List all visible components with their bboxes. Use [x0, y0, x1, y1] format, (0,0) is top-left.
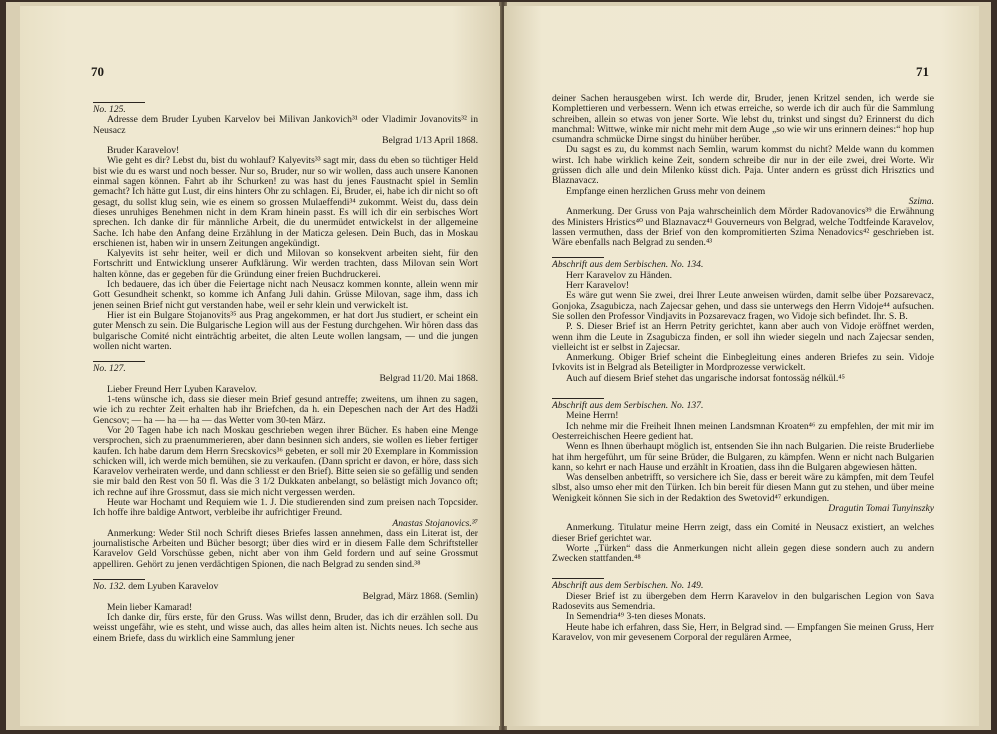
letter-date-132: Belgrad, März 1868. (Semlin): [362, 591, 478, 603]
letter-date-127: Belgrad 11/20. Mai 1868.: [379, 373, 478, 385]
section-rule: [552, 257, 604, 258]
letter-paragraph: 1-tens wünsche ich, dass sie dieser mein Brief gesund antreffe; zweitens, um ihnen zu sagen, wie ich zu rechter Zeit erhalten hab ihr Briefchen, da h. ein Depeschen nach der Art des Hadži Gencsov; — ha — ha — ha — das Wetter vom 30-ten März.: [93, 394, 478, 426]
letter-greeting-132: Mein lieber Kamarad!: [107, 601, 193, 613]
letter-paragraph: Auch auf diesem Brief stehet das ungarische indorsat fontossäg nélkül.⁴⁵: [566, 372, 845, 384]
letter-greeting-127: Lieber Freund Herr Lyuben Karavelov.: [107, 383, 257, 395]
letter-number-132: No. 132.: [93, 581, 126, 593]
left-text-column: [93, 102, 478, 644]
letter-addressee-132: dem Lyuben Karavelov: [128, 581, 219, 593]
section-rule: [552, 578, 604, 579]
annotation-note: Anmerkung. Obiger Brief scheint die Einbegleitung eines anderen Briefes zu sein. Vidoje Ivkovits ist in Belgrad als Beteiligter in Mordprozesse verwickelt.: [552, 352, 934, 374]
annotation-note: Anmerkung. Der Gruss von Paja wahrscheinlich dem Mörder Radovanovics³⁹ die Erwähnung des Ministers Hristics⁴⁰ und Blaznavacz⁴¹ Gouverneurs von Belgrad, welche Todtfeinde Karavelov, lassen vermuthen, dass der Brief von den kompromitierten Szima Nenadovics⁴² geschrieben ist. Wäre ebenfalls nach Belgrad zu senden.⁴³: [552, 206, 934, 249]
annotation-note: Anmerkung: Weder Stil noch Schrift dieses Briefes lassen annehmen, dass ein Literat ist, der journalistische Arbeiten und Bücher besorgt; über dies wird er in diesem Falle dem Schriftsteller Karavelov Geld Vorschüsse geben, nicht aber von ihm Geld fordern und auf seine Grossmut appelliren. Gehört zu jenen verdächtigen Spionen, die nach Belgrad zu senden sind.³⁸: [93, 527, 478, 570]
letter-paragraph: Vor 20 Tagen habe ich nach Moskau geschrieben wegen ihrer Bücher. Es haben eine Menge versprochen, sich zu praenummerieren, aber dann besinnen sich anders, sie wollen es lieber fertiger kaufen. Ich habe darum dem Herrn Srecskovics³⁶ gebeten, er soll mir 20 Exemplare in Kommission schicken will, ich werde mich bemühen, sie zu verkaufen. (Dann spricht er davon, er höre, dass sich Karavelov verheiraten werde, und dann schliesst er den Brief). Bitte seien sie so gefällig und senden sie mir bald den Rest von 50 fl. Was die 3 1/2 Dukkaten anbelangt, so belästigt mich Jovanco oft; ich rechne auf ihre Grossmut, dass sie mich nicht vergessen werden.: [93, 424, 478, 498]
letter-paragraph: Kalyevits ist sehr heiter, weil er dich und Milovan so konsekvent arbeiten sieht, für den Fortschritt und Entwicklung unserer Aufklärung. Wir werden trachten, dass Milovan sein Wort halten könne, das er gegeben für die Gründung einer freien Buchdruckerei.: [93, 248, 478, 280]
letter-address-125: Adresse dem Bruder Lyuben Karvelov bei Milivan Jankovich³¹ oder Vladimir Jovanovits³² in Neusacz: [93, 114, 478, 136]
letter-paragraph: Worte „Türken“ dass die Anmerkungen nicht allein gegen diese sondern auch zu andern Zwecken stattfanden.⁴⁸: [552, 542, 934, 565]
letter-heading-125: No. 125.: [93, 104, 126, 115]
book-spread: [6, 2, 991, 730]
letter-heading-137: Abschrift aus dem Serbischen. No. 137.: [552, 400, 704, 412]
letter-date-125: Belgrad 1/13 April 1868.: [382, 134, 478, 146]
letter-paragraph: Du sagst es zu, du kommst nach Semlin, warum kommst du nicht? Melde wann du kommen wirst. Ich habe wirklich keine Zeit, sondern schreibe dir nur in der eile zwei, drei Worte. Wir grüssen dich alle und dein Milenko küsst dich. Paja. Unter andern es grüsst dich Hrisztics und Blaznavacz.: [552, 144, 934, 187]
letter-heading-127: No. 127.: [93, 363, 126, 375]
letter-heading-134: Abschrift aus dem Serbischen. No. 134.: [552, 259, 704, 271]
letter-paragraph: Ich nehme mir die Freiheit Ihnen meinen Landsmnan Kroaten⁴⁶ zu empfehlen, der mit mir im Oesterreichischen Heere gedient hat.: [552, 420, 934, 442]
letter-signature-137: Dragutin Tomai Tunyinszky: [828, 502, 934, 514]
letter-paragraph: Wie geht es dir? Lebst du, bist du wohlauf? Kalyevits³³ sagt mir, dass du eben so tüchtiger Held bist wie du es warst und noch besser. Nur so, Bruder, nur so wir wollen, dass auch unsere Kanonen einmal sagen können. Fahrt ab ihr Schurken! zu was hast du jenes Faustnacht spiel in Semlin gemacht? Ich hätte gut Lust, dir eins hinters Ohr zu schlagen. Ei, Bruder, ei, habe ich dir nicht so oft gesagt, du sollst klug sein, wie es einem so grossen Mulaeffendi³⁴ zukommt. Weist du, dass dein dieses unruhiges Benehmen nicht in dem Kram hinein passt. Es will ich dir ein serbisches Wort sprechen. Ich danke dir für männliche Arbeit, die du unermüdet entwickelst in der allgemeine Sache. Ich habe den Anfang deine Erzählung in der Maticza gelesen. Dein Buch, das in Moskau erschienen ist, haben wir in unsern Zeitungen angekündigt.: [93, 155, 478, 249]
right-text-column: [552, 94, 934, 643]
letter-paragraph: Ich bedauere, das ich über die Feiertage nicht nach Neusacz kommen konnte, allein wenn mir Gott Gesundheit schenkt, so komme ich Anfang Juli dahin. Grüsse Milovan, sage ihm, dass ich jenen seinen Brief nicht gut verstanden habe, weil er sehr klein und verwickelt ist.: [93, 279, 478, 311]
letter-paragraph: Heute war Hochamt und Requiem wie 1. J. Die studierenden sind zum preisen nach Topcsider. Ich hoffe ihre baldige Antwort, verbleibe ihr aufrichtiger Freund.: [93, 496, 478, 519]
letter-greeting-134: Herr Karavelov!: [566, 280, 630, 292]
right-page: [504, 6, 979, 726]
letter-paragraph: deiner Sachen herausgeben wirst. Ich werde dir, Bruder, jenen Kritzel senden, ich werde sie Komplettieren und verbessern. Wenn ich etwas erreiche, so werde ich dir auch für die Sammlung schreiben, allein so etwas von jener Sorte. Wie lebst du, trinkst und singst du? Erinnerst du dich manchmal: Wittwe, winke mir nicht mehr mit dem Auge „so wie wir uns erinnern deines:“ hop hup csumandra schmücke Dirne singst du hinüber herüber.: [552, 93, 934, 146]
page-number-right: 71: [916, 64, 929, 79]
section-rule: [93, 579, 145, 580]
letter-signature-szima: Szima.: [908, 195, 934, 207]
letter-heading-149: Abschrift aus dem Serbischen. No. 149.: [552, 580, 704, 592]
letter-paragraph: Hier ist ein Bulgare Stojanovits³⁵ aus Prag angekommen, er hat dort Jus studiert, er scheint ein guter Mensch zu sein. Die Bulgarische Legion will aus der Festung durchgehen. Wir hören dass das bulgarische Comité nicht einträchtig arbeitet, die alten Leute wollen langsam, — und die jungen wollen nicht warten.: [93, 309, 478, 352]
letter-signature-127: Anastas Stojanovics.³⁷: [392, 517, 478, 529]
letter-paragraph: Heute habe ich erfahren, dass Sie, Herr, in Belgrad sind. — Empfangen Sie meinen Gruss, Herr Karavelov, von mir gevesenem Corporal der regulären Armee,: [552, 621, 934, 643]
section-rule: [93, 361, 145, 362]
left-page: [20, 6, 500, 726]
letter-paragraph: Wenn es Ihnen überhaupt möglich ist, entsenden Sie ihn nach Bulgarien. Die reiste Bruderliebe hat ihm hergeführt, um für seine Brüder, die Bulgaren, zu kämpfen. Wenn er nicht nach Bulgarien kann, so kehrt er nach Hause und erzählt in Kroatien, dass ihn die Bulgaren abgewiesen hätten.: [552, 441, 934, 473]
letter-paragraph: Dieser Brief ist zu übergeben dem Herrn Karavelov in den bulgarischen Legion von Sava Radosevits aus Semendria.: [552, 590, 934, 613]
section-rule: [552, 398, 604, 399]
letter-paragraph: Was denselben anbetrifft, so versichere ich Sie, dass er bereit wäre zu kämpfen, mit dem Teufel slbst, also umso eher mit den Türken. Ich bin bereit für diesen Mann gut zu stehen, und über meine Wenigkeit können Sie sich in der Redaktion des Swetovid⁴⁷ erkundigen.: [552, 472, 934, 504]
letter-paragraph: In Semendria⁴⁹ 3-ten dieses Monats.: [566, 611, 706, 623]
letter-paragraph: Es wäre gut wenn Sie zwei, drei Ihrer Leute anweisen würden, damit selbe über Pozsarevacz, Gonjoka, Zsagubicza, nach Zajecsar gehen, und dass sie unterwegs den Herrn Vidoje⁴⁴ aufsuchen. Sie sollen den Professor Vindjavits in Pozsarevacz fragen, wo Vidoje sich befindet. Ihr. S. B.: [552, 290, 934, 322]
letter-greeting-125: Bruder Karavelov!: [107, 145, 180, 157]
letter-greeting-137: Meine Herrn!: [566, 410, 619, 422]
letter-paragraph: Empfange einen herzlichen Gruss mehr von deinem: [566, 185, 766, 197]
annotation-note: Anmerkung. Titulatur meine Herrn zeigt, dass ein Comité in Neusacz existiert, an welches dieser Brief gerichtet war.: [552, 522, 934, 544]
letter-paragraph: Ich danke dir, fürs erste, für den Gruss. Was willst denn, Bruder, das ich dir erzählen soll. Du weisst ungefähr, wie es steht, und wisse auch, das alles heim alten ist. Nichts neues. Ich seche aus einem Briefe, dass du wirklich eine Sammlung jener: [93, 611, 478, 644]
letter-to-134: Herr Karavelov zu Händen.: [566, 269, 673, 281]
letter-paragraph: P. S. Dieser Brief ist an Herrn Petrity gerichtet, kann aber auch von Vidoje eröffnet werden, wenn ihm die Leute in Zsagubicza finden, er soll ihn wieder siegeln und nach Zajecsar senden, vielleicht ist er selbst in Zajecsar.: [552, 321, 934, 353]
section-rule: [93, 102, 145, 103]
page-number-left: 70: [91, 64, 104, 79]
